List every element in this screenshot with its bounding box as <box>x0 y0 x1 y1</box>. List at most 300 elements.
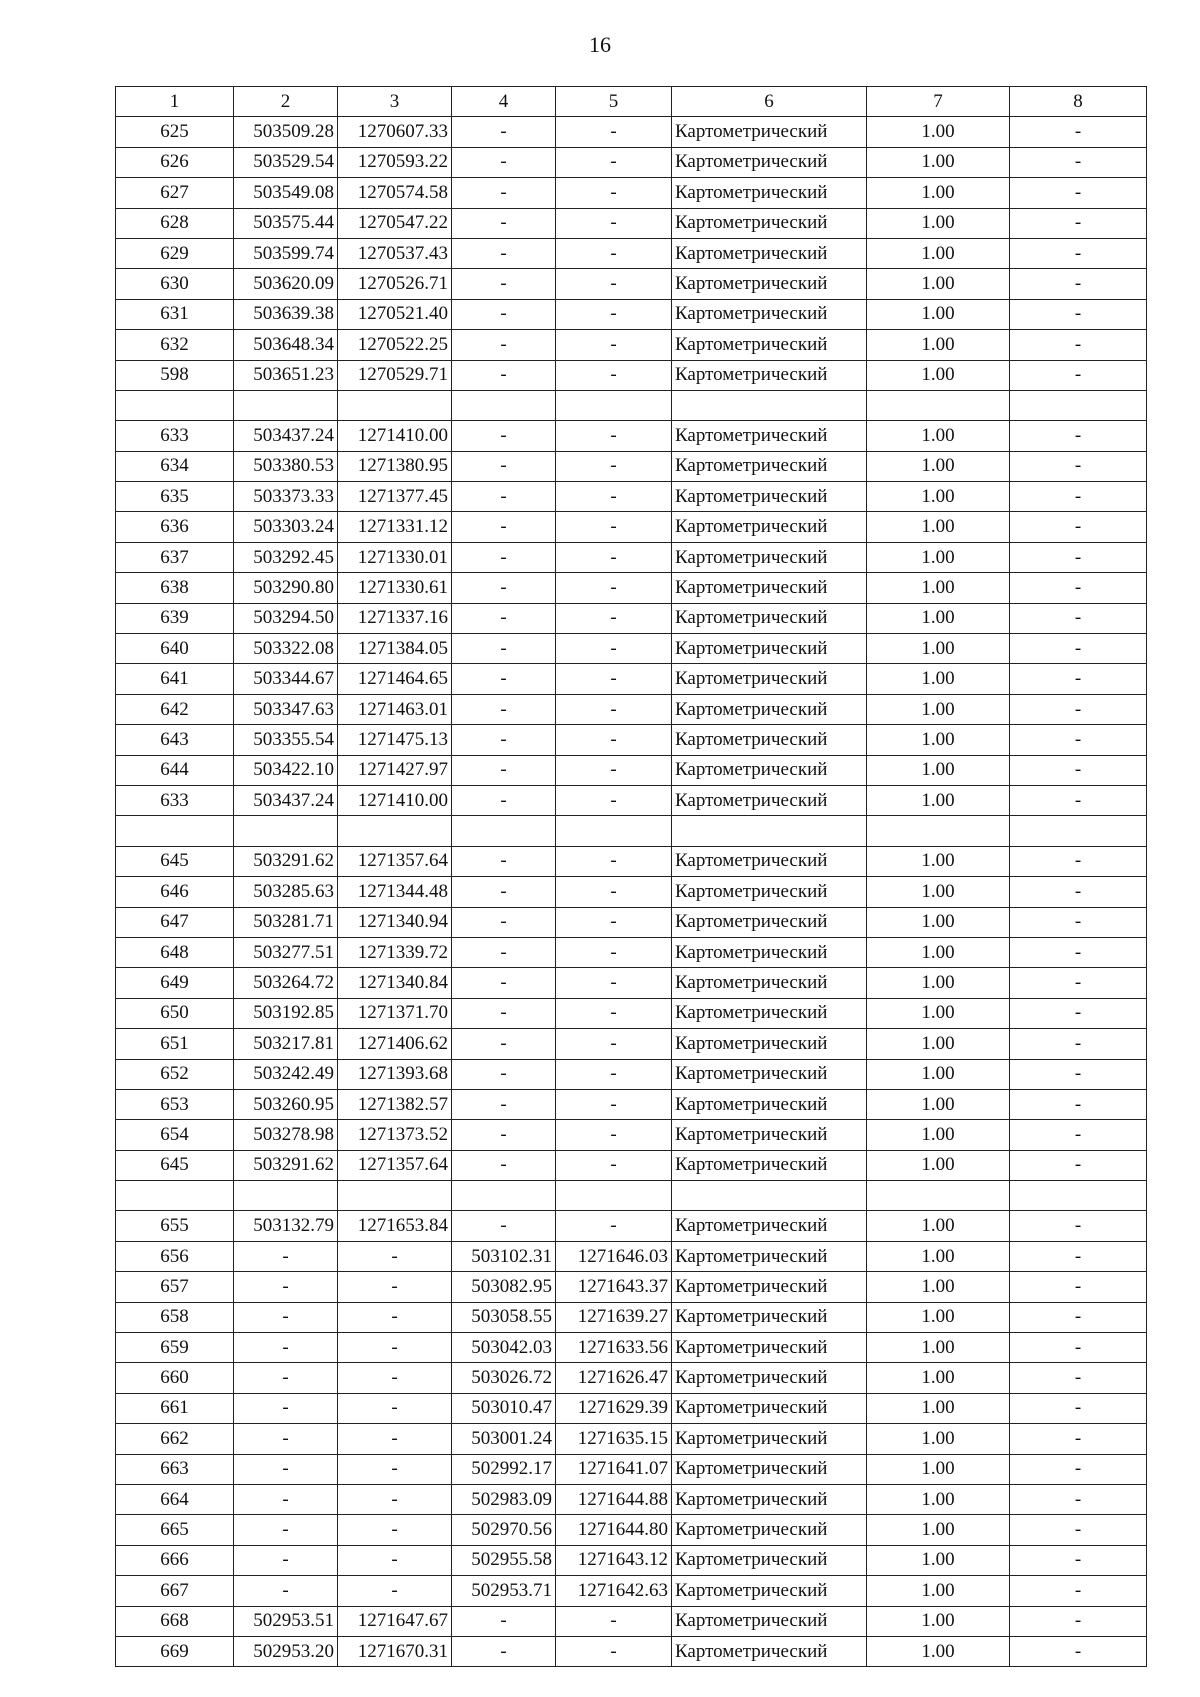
table-row <box>116 1454 1147 1484</box>
method-cell: Картометрический <box>672 755 867 785</box>
table-row <box>116 1181 1147 1211</box>
method-cell: Картометрический <box>672 785 867 815</box>
point-number-cell: 648 <box>116 937 234 967</box>
precision-cell: 1.00 <box>867 968 1010 998</box>
precision-cell: 1.00 <box>867 1272 1010 1302</box>
description-cell: - <box>1010 360 1147 390</box>
x-new-coordinate-cell: - <box>452 1089 556 1119</box>
description-cell <box>1010 816 1147 846</box>
method-cell: Картометрический <box>672 573 867 603</box>
y-coordinate-cell: - <box>338 1241 452 1271</box>
point-number-cell: 652 <box>116 1059 234 1089</box>
y-coordinate-cell: 1270547.22 <box>338 208 452 238</box>
description-cell <box>1010 1181 1147 1211</box>
y-new-coordinate-cell: - <box>556 147 672 177</box>
precision-cell: 1.00 <box>867 1120 1010 1150</box>
point-number-cell: 658 <box>116 1302 234 1332</box>
x-new-coordinate-cell: - <box>452 360 556 390</box>
table-row <box>116 1333 1147 1363</box>
x-coordinate-cell: 503648.34 <box>234 330 338 360</box>
y-new-coordinate-cell: - <box>556 937 672 967</box>
point-number-cell: 659 <box>116 1333 234 1363</box>
x-coordinate-cell: 503303.24 <box>234 512 338 542</box>
point-number-cell: 662 <box>116 1424 234 1454</box>
y-new-coordinate-cell: - <box>556 907 672 937</box>
method-cell: Картометрический <box>672 877 867 907</box>
x-new-coordinate-cell: - <box>452 846 556 876</box>
y-new-coordinate-cell: - <box>556 725 672 755</box>
point-number-cell <box>116 816 234 846</box>
description-cell: - <box>1010 482 1147 512</box>
point-number-cell: 625 <box>116 117 234 147</box>
y-coordinate-cell: 1271382.57 <box>338 1089 452 1119</box>
y-coordinate-cell: 1271373.52 <box>338 1120 452 1150</box>
y-coordinate-cell: 1270574.58 <box>338 178 452 208</box>
precision-cell: 1.00 <box>867 360 1010 390</box>
x-coordinate-cell: - <box>234 1424 338 1454</box>
point-number-cell: 645 <box>116 1150 234 1180</box>
method-cell: Картометрический <box>672 1272 867 1302</box>
x-new-coordinate-cell: - <box>452 482 556 512</box>
precision-cell: 1.00 <box>867 1393 1010 1423</box>
y-new-coordinate-cell: - <box>556 998 672 1028</box>
method-cell: Картометрический <box>672 542 867 572</box>
description-cell: - <box>1010 573 1147 603</box>
point-number-cell: 634 <box>116 451 234 481</box>
table-row <box>116 482 1147 512</box>
point-number-cell: 661 <box>116 1393 234 1423</box>
precision-cell: 1.00 <box>867 998 1010 1028</box>
method-cell: Картометрический <box>672 1211 867 1241</box>
x-coordinate-cell: 502953.20 <box>234 1636 338 1666</box>
precision-cell: 1.00 <box>867 178 1010 208</box>
x-new-coordinate-cell: 503042.03 <box>452 1333 556 1363</box>
x-new-coordinate-cell: 503001.24 <box>452 1424 556 1454</box>
table-row <box>116 785 1147 815</box>
x-coordinate-cell: 503260.95 <box>234 1089 338 1119</box>
method-cell: Картометрический <box>672 1059 867 1089</box>
x-coordinate-cell: 503344.67 <box>234 664 338 694</box>
y-new-coordinate-cell: - <box>556 1211 672 1241</box>
x-new-coordinate-cell: 502992.17 <box>452 1454 556 1484</box>
precision-cell: 1.00 <box>867 1515 1010 1545</box>
x-coordinate-cell: 503651.23 <box>234 360 338 390</box>
point-number-cell: 669 <box>116 1636 234 1666</box>
y-coordinate-cell: 1271410.00 <box>338 421 452 451</box>
method-cell <box>672 390 867 420</box>
point-number-cell: 627 <box>116 178 234 208</box>
description-cell: - <box>1010 542 1147 572</box>
precision-cell: 1.00 <box>867 694 1010 724</box>
precision-cell: 1.00 <box>867 512 1010 542</box>
description-cell: - <box>1010 178 1147 208</box>
point-number-cell: 643 <box>116 725 234 755</box>
y-new-coordinate-cell: - <box>556 846 672 876</box>
point-number-cell <box>116 390 234 420</box>
x-coordinate-cell: 503380.53 <box>234 451 338 481</box>
method-cell: Картометрический <box>672 1363 867 1393</box>
y-coordinate-cell: - <box>338 1393 452 1423</box>
column-header-4: 4 <box>452 87 556 117</box>
description-cell: - <box>1010 664 1147 694</box>
precision-cell: 1.00 <box>867 147 1010 177</box>
x-coordinate-cell: - <box>234 1393 338 1423</box>
y-coordinate-cell: 1271410.00 <box>338 785 452 815</box>
description-cell: - <box>1010 1393 1147 1423</box>
x-coordinate-cell: 503291.62 <box>234 1150 338 1180</box>
method-cell: Картометрический <box>672 1150 867 1180</box>
y-coordinate-cell: - <box>338 1454 452 1484</box>
precision-cell: 1.00 <box>867 1089 1010 1119</box>
y-coordinate-cell: 1270521.40 <box>338 299 452 329</box>
description-cell: - <box>1010 1029 1147 1059</box>
table-row <box>116 603 1147 633</box>
y-new-coordinate-cell: - <box>556 117 672 147</box>
y-new-coordinate-cell: - <box>556 482 672 512</box>
table-row <box>116 694 1147 724</box>
x-new-coordinate-cell: - <box>452 998 556 1028</box>
description-cell: - <box>1010 998 1147 1028</box>
x-coordinate-cell <box>234 390 338 420</box>
description-cell: - <box>1010 1424 1147 1454</box>
x-coordinate-cell: 503373.33 <box>234 482 338 512</box>
description-cell: - <box>1010 1484 1147 1514</box>
table-row <box>116 421 1147 451</box>
precision-cell: 1.00 <box>867 877 1010 907</box>
y-coordinate-cell: 1271384.05 <box>338 634 452 664</box>
table-row <box>116 208 1147 238</box>
x-coordinate-cell <box>234 816 338 846</box>
description-cell: - <box>1010 147 1147 177</box>
table-row <box>116 725 1147 755</box>
y-new-coordinate-cell: - <box>556 968 672 998</box>
x-new-coordinate-cell: - <box>452 1636 556 1666</box>
x-coordinate-cell: - <box>234 1454 338 1484</box>
method-cell: Картометрический <box>672 1515 867 1545</box>
y-new-coordinate-cell: - <box>556 512 672 542</box>
method-cell: Картометрический <box>672 1089 867 1119</box>
description-cell: - <box>1010 1302 1147 1332</box>
table-row <box>116 1089 1147 1119</box>
y-new-coordinate-cell: 1271643.12 <box>556 1545 672 1575</box>
x-coordinate-cell: 503355.54 <box>234 725 338 755</box>
method-cell: Картометрический <box>672 1333 867 1363</box>
x-coordinate-cell: 503217.81 <box>234 1029 338 1059</box>
x-coordinate-cell: 503290.80 <box>234 573 338 603</box>
x-new-coordinate-cell: 502983.09 <box>452 1484 556 1514</box>
point-number-cell: 660 <box>116 1363 234 1393</box>
column-header-7: 7 <box>867 87 1010 117</box>
method-cell: Картометрический <box>672 421 867 451</box>
description-cell: - <box>1010 634 1147 664</box>
precision-cell: 1.00 <box>867 1059 1010 1089</box>
x-new-coordinate-cell: - <box>452 1150 556 1180</box>
x-coordinate-cell: 503437.24 <box>234 421 338 451</box>
y-coordinate-cell: 1270529.71 <box>338 360 452 390</box>
point-number-cell: 667 <box>116 1576 234 1606</box>
description-cell: - <box>1010 1211 1147 1241</box>
description-cell: - <box>1010 785 1147 815</box>
description-cell: - <box>1010 1454 1147 1484</box>
description-cell: - <box>1010 451 1147 481</box>
table-row <box>116 299 1147 329</box>
description-cell: - <box>1010 1576 1147 1606</box>
precision-cell: 1.00 <box>867 299 1010 329</box>
method-cell: Картометрический <box>672 1454 867 1484</box>
y-new-coordinate-cell: 1271629.39 <box>556 1393 672 1423</box>
y-coordinate-cell: - <box>338 1484 452 1514</box>
x-new-coordinate-cell: - <box>452 694 556 724</box>
x-new-coordinate-cell: - <box>452 1029 556 1059</box>
precision-cell: 1.00 <box>867 1211 1010 1241</box>
y-new-coordinate-cell: - <box>556 603 672 633</box>
x-new-coordinate-cell: - <box>452 877 556 907</box>
y-coordinate-cell: 1271647.67 <box>338 1606 452 1636</box>
point-number-cell: 663 <box>116 1454 234 1484</box>
table-row <box>116 1545 1147 1575</box>
method-cell: Картометрический <box>672 1545 867 1575</box>
x-new-coordinate-cell: 503102.31 <box>452 1241 556 1271</box>
precision-cell: 1.00 <box>867 1636 1010 1666</box>
point-number-cell: 668 <box>116 1606 234 1636</box>
description-cell: - <box>1010 755 1147 785</box>
method-cell: Картометрический <box>672 846 867 876</box>
x-new-coordinate-cell: - <box>452 178 556 208</box>
y-coordinate-cell: 1271653.84 <box>338 1211 452 1241</box>
x-coordinate-cell: 503278.98 <box>234 1120 338 1150</box>
precision-cell <box>867 816 1010 846</box>
x-new-coordinate-cell: 502955.58 <box>452 1545 556 1575</box>
x-coordinate-cell: - <box>234 1484 338 1514</box>
table-row <box>116 360 1147 390</box>
precision-cell: 1.00 <box>867 542 1010 572</box>
y-new-coordinate-cell: - <box>556 299 672 329</box>
y-new-coordinate-cell: 1271633.56 <box>556 1333 672 1363</box>
table-row <box>116 998 1147 1028</box>
table-row <box>116 846 1147 876</box>
method-cell: Картометрический <box>672 1424 867 1454</box>
x-new-coordinate-cell: - <box>452 664 556 694</box>
column-header-1: 1 <box>116 87 234 117</box>
x-coordinate-cell: 503277.51 <box>234 937 338 967</box>
x-new-coordinate-cell: - <box>452 755 556 785</box>
description-cell: - <box>1010 877 1147 907</box>
point-number-cell: 640 <box>116 634 234 664</box>
description-cell: - <box>1010 937 1147 967</box>
point-number-cell: 629 <box>116 238 234 268</box>
method-cell: Картометрический <box>672 1120 867 1150</box>
point-number-cell: 633 <box>116 421 234 451</box>
y-coordinate-cell: 1271357.64 <box>338 1150 452 1180</box>
point-number-cell: 665 <box>116 1515 234 1545</box>
x-coordinate-cell: 502953.51 <box>234 1606 338 1636</box>
y-coordinate-cell: 1271330.01 <box>338 542 452 572</box>
x-coordinate-cell: 503242.49 <box>234 1059 338 1089</box>
table-row <box>116 634 1147 664</box>
point-number-cell: 646 <box>116 877 234 907</box>
y-new-coordinate-cell: 1271642.63 <box>556 1576 672 1606</box>
table-row <box>116 1029 1147 1059</box>
precision-cell: 1.00 <box>867 937 1010 967</box>
y-new-coordinate-cell: - <box>556 1606 672 1636</box>
precision-cell: 1.00 <box>867 269 1010 299</box>
y-coordinate-cell: 1271670.31 <box>338 1636 452 1666</box>
x-new-coordinate-cell: - <box>452 725 556 755</box>
table-row <box>116 573 1147 603</box>
y-new-coordinate-cell: - <box>556 1150 672 1180</box>
description-cell: - <box>1010 1120 1147 1150</box>
x-new-coordinate-cell: - <box>452 1120 556 1150</box>
y-new-coordinate-cell: - <box>556 451 672 481</box>
precision-cell: 1.00 <box>867 725 1010 755</box>
point-number-cell: 636 <box>116 512 234 542</box>
description-cell: - <box>1010 238 1147 268</box>
description-cell: - <box>1010 299 1147 329</box>
description-cell: - <box>1010 694 1147 724</box>
method-cell: Картометрический <box>672 634 867 664</box>
x-coordinate-cell: 503422.10 <box>234 755 338 785</box>
y-coordinate-cell <box>338 1181 452 1211</box>
x-coordinate-cell: 503291.62 <box>234 846 338 876</box>
table-row <box>116 542 1147 572</box>
column-header-2: 2 <box>234 87 338 117</box>
table-row <box>116 238 1147 268</box>
point-number-cell: 638 <box>116 573 234 603</box>
table-row <box>116 1393 1147 1423</box>
table-row <box>116 1241 1147 1271</box>
y-coordinate-cell: 1271337.16 <box>338 603 452 633</box>
x-new-coordinate-cell: - <box>452 968 556 998</box>
description-cell: - <box>1010 1150 1147 1180</box>
y-coordinate-cell: 1271330.61 <box>338 573 452 603</box>
method-cell: Картометрический <box>672 360 867 390</box>
x-coordinate-cell: - <box>234 1302 338 1332</box>
x-coordinate-cell: - <box>234 1272 338 1302</box>
precision-cell: 1.00 <box>867 755 1010 785</box>
method-cell: Картометрический <box>672 998 867 1028</box>
point-number-cell: 628 <box>116 208 234 238</box>
point-number-cell <box>116 1181 234 1211</box>
x-coordinate-cell: - <box>234 1545 338 1575</box>
table-row <box>116 937 1147 967</box>
table-row <box>116 1302 1147 1332</box>
y-new-coordinate-cell: - <box>556 238 672 268</box>
description-cell: - <box>1010 846 1147 876</box>
x-coordinate-cell: 503132.79 <box>234 1211 338 1241</box>
x-new-coordinate-cell <box>452 816 556 846</box>
y-coordinate-cell: 1270526.71 <box>338 269 452 299</box>
table-row <box>116 877 1147 907</box>
y-coordinate-cell: 1271406.62 <box>338 1029 452 1059</box>
x-coordinate-cell: - <box>234 1515 338 1545</box>
x-coordinate-cell: - <box>234 1576 338 1606</box>
y-new-coordinate-cell: - <box>556 1059 672 1089</box>
y-coordinate-cell: - <box>338 1333 452 1363</box>
y-coordinate-cell <box>338 390 452 420</box>
x-new-coordinate-cell: - <box>452 937 556 967</box>
precision-cell: 1.00 <box>867 1150 1010 1180</box>
description-cell: - <box>1010 1241 1147 1271</box>
x-new-coordinate-cell: - <box>452 238 556 268</box>
precision-cell: 1.00 <box>867 208 1010 238</box>
y-coordinate-cell: - <box>338 1272 452 1302</box>
x-coordinate-cell: 503192.85 <box>234 998 338 1028</box>
table-row <box>116 1059 1147 1089</box>
y-coordinate-cell: 1271371.70 <box>338 998 452 1028</box>
x-new-coordinate-cell: - <box>452 573 556 603</box>
precision-cell: 1.00 <box>867 1545 1010 1575</box>
description-cell: - <box>1010 1089 1147 1119</box>
description-cell: - <box>1010 330 1147 360</box>
description-cell: - <box>1010 1363 1147 1393</box>
y-coordinate-cell: 1271475.13 <box>338 725 452 755</box>
x-coordinate-cell: 503620.09 <box>234 269 338 299</box>
table-row <box>116 269 1147 299</box>
method-cell: Картометрический <box>672 330 867 360</box>
method-cell: Картометрический <box>672 1576 867 1606</box>
y-coordinate-cell: - <box>338 1302 452 1332</box>
precision-cell: 1.00 <box>867 1241 1010 1271</box>
x-new-coordinate-cell: - <box>452 117 556 147</box>
y-new-coordinate-cell: - <box>556 755 672 785</box>
column-header-3: 3 <box>338 87 452 117</box>
y-coordinate-cell: - <box>338 1576 452 1606</box>
table-row <box>116 1150 1147 1180</box>
description-cell: - <box>1010 1515 1147 1545</box>
precision-cell: 1.00 <box>867 238 1010 268</box>
precision-cell: 1.00 <box>867 1606 1010 1636</box>
description-cell: - <box>1010 269 1147 299</box>
x-new-coordinate-cell: 502970.56 <box>452 1515 556 1545</box>
point-number-cell: 654 <box>116 1120 234 1150</box>
table-row <box>116 1272 1147 1302</box>
precision-cell: 1.00 <box>867 1484 1010 1514</box>
method-cell: Картометрический <box>672 117 867 147</box>
x-coordinate-cell <box>234 1181 338 1211</box>
description-cell <box>1010 390 1147 420</box>
method-cell: Картометрический <box>672 512 867 542</box>
table-row <box>116 664 1147 694</box>
table-row <box>116 1606 1147 1636</box>
x-new-coordinate-cell: - <box>452 1606 556 1636</box>
method-cell: Картометрический <box>672 1302 867 1332</box>
y-coordinate-cell: 1271463.01 <box>338 694 452 724</box>
y-new-coordinate-cell: - <box>556 421 672 451</box>
y-new-coordinate-cell <box>556 1181 672 1211</box>
y-new-coordinate-cell: - <box>556 330 672 360</box>
table-row <box>116 512 1147 542</box>
y-new-coordinate-cell: 1271643.37 <box>556 1272 672 1302</box>
method-cell: Картометрический <box>672 208 867 238</box>
method-cell: Картометрический <box>672 1393 867 1423</box>
y-new-coordinate-cell: - <box>556 634 672 664</box>
y-coordinate-cell: 1271393.68 <box>338 1059 452 1089</box>
x-new-coordinate-cell: - <box>452 299 556 329</box>
description-cell: - <box>1010 725 1147 755</box>
y-new-coordinate-cell: - <box>556 178 672 208</box>
precision-cell: 1.00 <box>867 482 1010 512</box>
point-number-cell: 664 <box>116 1484 234 1514</box>
description-cell: - <box>1010 1636 1147 1666</box>
column-header-8: 8 <box>1010 87 1147 117</box>
precision-cell: 1.00 <box>867 117 1010 147</box>
x-coordinate-cell: - <box>234 1363 338 1393</box>
x-new-coordinate-cell: - <box>452 269 556 299</box>
x-new-coordinate-cell: - <box>452 451 556 481</box>
y-new-coordinate-cell: 1271644.80 <box>556 1515 672 1545</box>
x-coordinate-cell: 503285.63 <box>234 877 338 907</box>
method-cell: Картометрический <box>672 1029 867 1059</box>
